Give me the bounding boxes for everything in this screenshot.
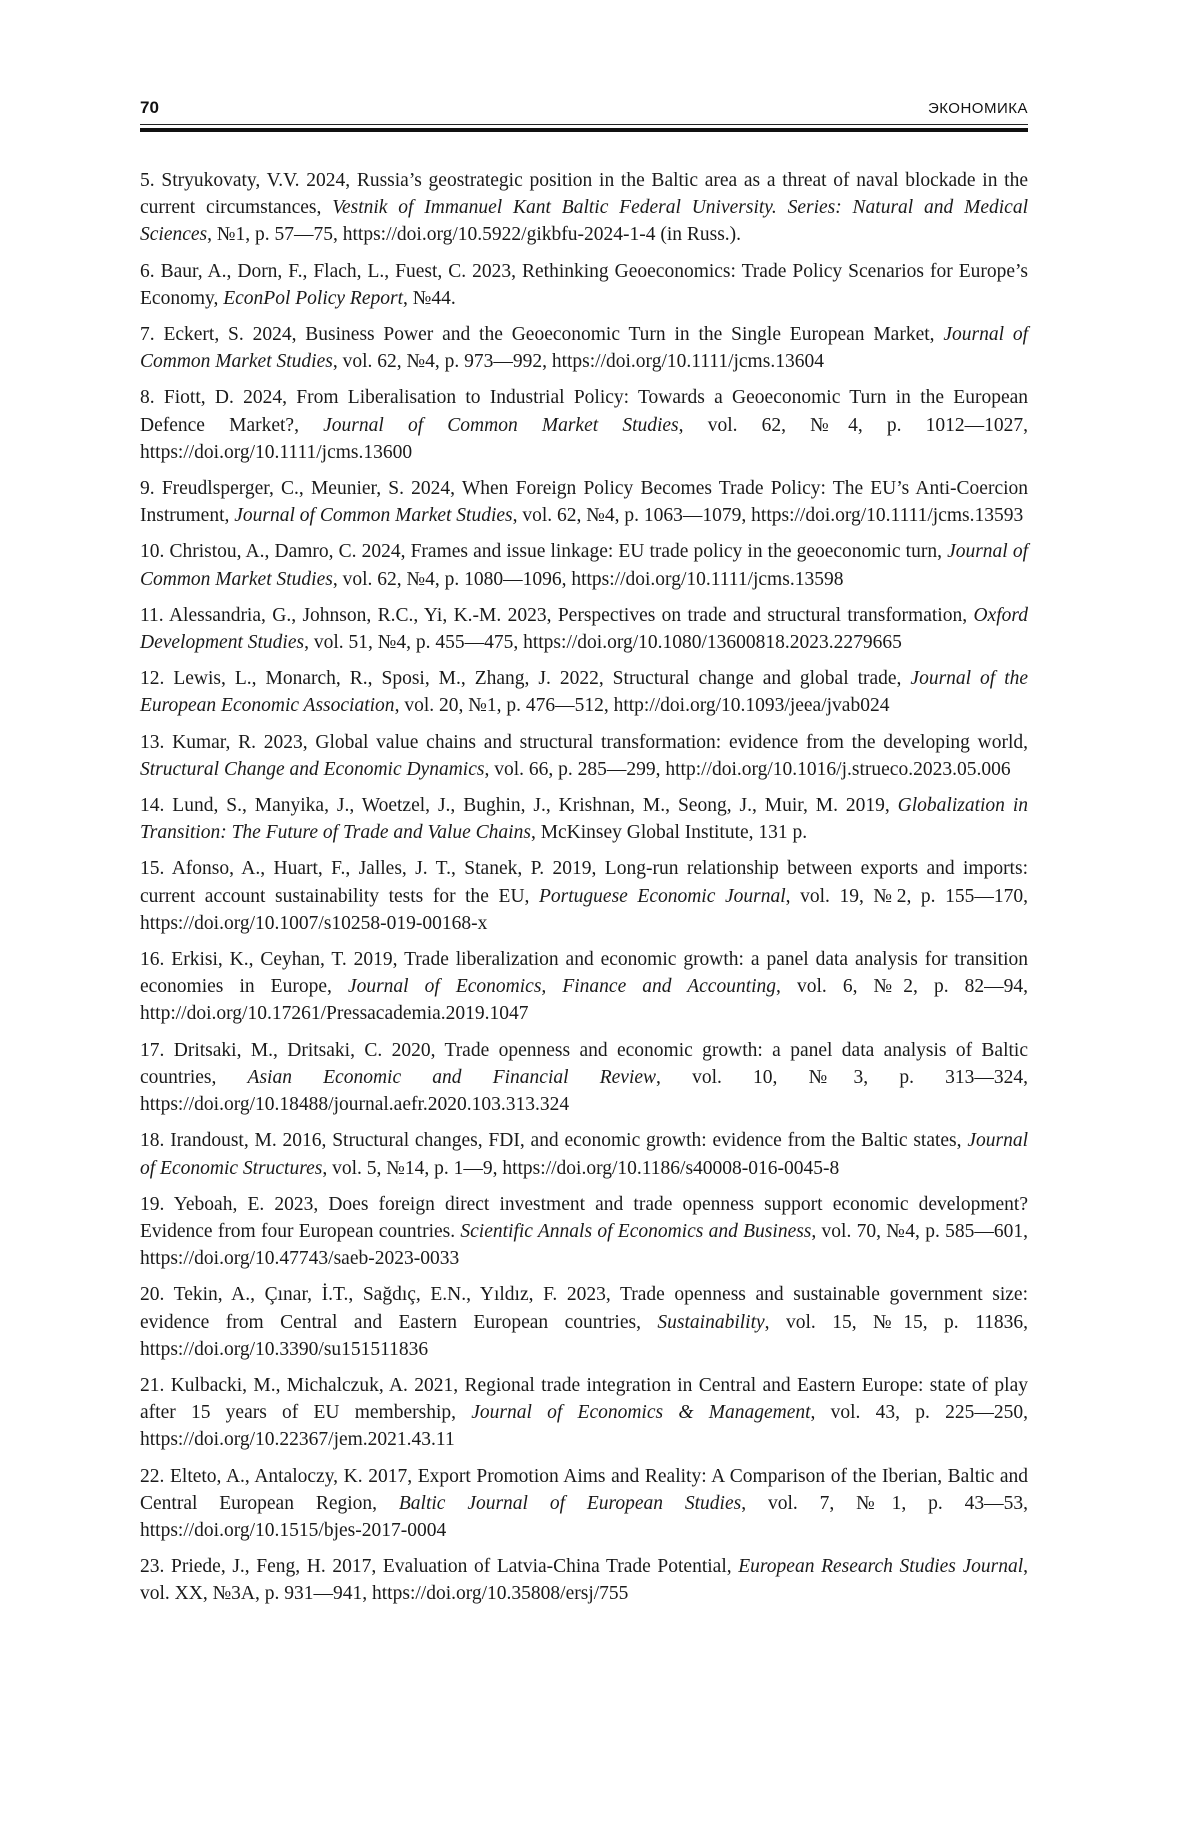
reference-authors-title: Kumar, R. 2023, Global value chains and structural transformation: evidence from the developing world, xyxy=(172,731,1028,753)
reference-details: , vol. 66, p. 285—299, http://doi.org/10.1016/j.strueco.2023.05.006 xyxy=(484,758,1011,780)
reference-item xyxy=(140,1127,1028,1181)
reference-number: 19. xyxy=(140,1193,165,1215)
reference-source: Structural Change and Economic Dynamics xyxy=(140,758,485,780)
reference-number: 15. xyxy=(140,858,165,880)
reference-source: Oxford Development Studies xyxy=(140,604,1028,654)
reference-number: 20. xyxy=(140,1284,165,1306)
reference-number: 9. xyxy=(140,478,155,500)
reference-item xyxy=(140,792,1028,846)
reference-item xyxy=(140,1037,1028,1119)
reference-details: , №44. xyxy=(403,287,456,309)
reference-number: 18. xyxy=(140,1130,165,1152)
reference-source: Scientific Annals of Economics and Business xyxy=(460,1220,812,1242)
reference-item xyxy=(140,538,1028,592)
reference-source: Journal of Economics & Management xyxy=(471,1402,811,1424)
reference-authors-title: Christou, A., Damro, C. 2024, Frames and issue linkage: EU trade policy in the geoeconomic turn, xyxy=(169,541,942,563)
reference-authors-title: Eckert, S. 2024, Business Power and the Geoeconomic Turn in the Single European Market, xyxy=(163,324,935,346)
reference-source: Vestnik of Immanuel Kant Baltic Federal University. Series: Natural and Medical Sciences xyxy=(140,197,1029,246)
reference-authors-title: Alessandria, G., Johnson, R.C., Yi, K.-M. 2023, Perspectives on trade and structural transformation, xyxy=(168,604,968,626)
reference-source: Asian Economic and Financial Review xyxy=(247,1066,657,1088)
reference-source: Journal of the European Economic Association xyxy=(140,668,1029,717)
header-rule-thin xyxy=(140,124,1028,125)
reference-number: 6. xyxy=(140,260,155,282)
reference-item xyxy=(140,475,1028,529)
reference-item xyxy=(140,1553,1028,1607)
reference-source: European Research Studies Journal xyxy=(738,1556,1024,1578)
reference-authors-title: Stryukovaty, V.V. 2024, Russia’s geostrategic position in the Baltic area as a threat of naval blockade in the current circumstances, xyxy=(140,170,1029,219)
reference-item xyxy=(140,321,1028,375)
reference-details: , vol. 51, №4, p. 455—475, https://doi.org/10.1080/13600818.2023.2279665 xyxy=(304,632,902,654)
reference-number: 16. xyxy=(140,949,165,971)
reference-details: , №1, p. 57—75, https://doi.org/10.5922/gikbfu-2024-1-4 (in Russ.). xyxy=(207,224,742,246)
reference-details: , vol. 15, №15, p. 11836, https://doi.org/10.3390/su151511836 xyxy=(140,1311,1028,1360)
reference-details: , vol. 62, №4, p. 1012—1027, https://doi.org/10.1111/jcms.13600 xyxy=(140,414,1029,463)
reference-number: 8. xyxy=(140,387,155,409)
reference-number: 10. xyxy=(140,541,165,563)
reference-number: 21. xyxy=(140,1374,165,1396)
reference-source: Journal of Economic Structures xyxy=(140,1130,1029,1179)
journal-section-title: ЭКОНОМИКА xyxy=(927,100,1028,117)
reference-item xyxy=(140,1191,1028,1273)
reference-source: Baltic Journal of European Studies xyxy=(398,1492,742,1514)
reference-item xyxy=(140,602,1028,656)
reference-source: Portuguese Economic Journal xyxy=(539,885,786,907)
reference-details: , vol. 19, №2, p. 155—170, https://doi.org/10.1007/s10258-019-00168-x xyxy=(140,885,1028,934)
reference-number: 17. xyxy=(140,1039,165,1061)
reference-details: , vol. 62, №4, p. 1063—1079, https://doi.org/10.1111/jcms.13593 xyxy=(512,505,1024,527)
reference-authors-title: Kulbacki, M., Michalczuk, A. 2021, Regional trade integration in Central and Eastern Europe: state of play after 15 years of EU membership, xyxy=(140,1374,1028,1424)
reference-item xyxy=(140,1463,1028,1545)
reference-authors-title: Baur, A., Dorn, F., Flach, L., Fuest, C. 2023, Rethinking Geoeconomics: Trade Policy Scenarios for Europe’s Economy, xyxy=(140,260,1029,309)
reference-details: , vol. 62, №4, p. 973—992, https://doi.org/10.1111/jcms.13604 xyxy=(332,351,824,373)
reference-authors-title: Lund, S., Manyika, J., Woetzel, J., Bughin, J., Krishnan, M., Seong, J., Muir, M. 2019, xyxy=(172,795,890,817)
reference-source: Journal of Common Market Studies xyxy=(140,541,1028,590)
reference-authors-title: Tekin, A., Çınar, İ.T., Sağdıç, E.N., Yıldız, F. 2023, Trade openness and sustainable government size: evidence from Central and Eastern European countries, xyxy=(140,1284,1028,1333)
reference-source: Globalization in Transition: The Future of Trade and Value Chains xyxy=(140,795,1029,844)
reference-source: Journal of Economics, Finance and Accounting xyxy=(347,976,777,998)
page-number: 70 xyxy=(140,98,159,117)
reference-authors-title: Elteto, A., Antaloczy, K. 2017, Export Promotion Aims and Reality: A Comparison of the Iberian, Baltic and Central European Region, xyxy=(140,1465,1029,1514)
reference-authors-title: Fiott, D. 2024, From Liberalisation to Industrial Policy: Towards a Geoeconomic Turn in the European Defence Market?, xyxy=(140,387,1029,436)
reference-item xyxy=(140,167,1028,249)
reference-number: 22. xyxy=(140,1465,165,1487)
reference-authors-title: Lewis, L., Monarch, R., Sposi, M., Zhang, J. 2022, Structural change and global trade, xyxy=(173,668,902,690)
reference-item xyxy=(140,946,1028,1028)
reference-details: , vol. 7, №1, p. 43—53, https://doi.org/10.1515/bjes-2017-0004 xyxy=(140,1492,1028,1541)
reference-number: 14. xyxy=(140,795,165,817)
reference-item xyxy=(140,855,1028,937)
reference-source: Journal of Common Market Studies xyxy=(140,324,1028,373)
reference-item xyxy=(140,665,1028,719)
reference-authors-title: Afonso, A., Huart, F., Jalles, J. T., Stanek, P. 2019, Long-run relationship between exports and imports: current account sustainability tests for the EU, xyxy=(140,858,1028,907)
reference-details: , vol. 5, №14, p. 1—9, https://doi.org/10.1186/s40008-016-0045-8 xyxy=(322,1157,840,1179)
header-rule-thick xyxy=(140,128,1028,132)
reference-details: , vol. 62, №4, p. 1080—1096, https://doi.org/10.1111/jcms.13598 xyxy=(332,568,844,590)
reference-details: , vol. 43, p. 225—250, https://doi.org/10.22367/jem.2021.43.11 xyxy=(140,1402,1028,1451)
reference-number: 11. xyxy=(140,604,164,626)
reference-authors-title: Erkisi, K., Ceyhan, T. 2019, Trade liberalization and economic growth: a panel data analysis for transition economies in Europe, xyxy=(140,949,1029,998)
reference-source: EconPol Policy Report xyxy=(223,287,403,309)
reference-details: , McKinsey Global Institute, 131 p. xyxy=(530,822,808,844)
reference-details: , vol. 6, №2, p. 82—94, http://doi.org/10.17261/Pressacademia.2019.1047 xyxy=(140,976,1029,1025)
reference-item xyxy=(140,729,1028,783)
reference-number: 12. xyxy=(140,668,165,690)
reference-source: Sustainability xyxy=(657,1311,765,1333)
reference-authors-title: Freudlsperger, C., Meunier, S. 2024, When Foreign Policy Becomes Trade Policy: The EU’s Anti-Coercion Instrument, xyxy=(140,478,1029,527)
reference-authors-title: Yeboah, E. 2023, Does foreign direct investment and trade openness support economic development? Evidence from four European countries. xyxy=(140,1193,1028,1242)
reference-number: 23. xyxy=(140,1556,165,1578)
reference-list xyxy=(140,167,1028,1617)
reference-authors-title: Dritsaki, M., Dritsaki, C. 2020, Trade openness and economic growth: a panel data analysis of Baltic countries, xyxy=(140,1039,1028,1088)
reference-details: , vol. 10, №3, p. 313—324, https://doi.org/10.18488/journal.aefr.2020.103.313.324 xyxy=(140,1066,1029,1116)
reference-details: , vol. 20, №1, p. 476—512, http://doi.org/10.1093/jeea/jvab024 xyxy=(394,695,890,717)
reference-authors-title: Irandoust, M. 2016, Structural changes, FDI, and economic growth: evidence from the Baltic states, xyxy=(170,1130,962,1152)
reference-details: , vol. 70, №4, p. 585—601, https://doi.org/10.47743/saeb-2023-0033 xyxy=(140,1220,1028,1270)
reference-number: 13. xyxy=(140,731,165,753)
reference-details: , vol. XX, №3A, p. 931—941, https://doi.org/10.35808/ersj/755 xyxy=(140,1556,1029,1605)
reference-source: Journal of Common Market Studies xyxy=(234,505,513,527)
reference-authors-title: Priede, J., Feng, H. 2017, Evaluation of Latvia-China Trade Potential, xyxy=(171,1556,732,1578)
reference-item xyxy=(140,258,1028,312)
reference-number: 7. xyxy=(140,324,155,346)
reference-item xyxy=(140,1372,1028,1454)
reference-item xyxy=(140,384,1028,466)
reference-source: Journal of Common Market Studies xyxy=(323,414,679,436)
reference-item xyxy=(140,1281,1028,1363)
reference-number: 5. xyxy=(140,170,155,191)
